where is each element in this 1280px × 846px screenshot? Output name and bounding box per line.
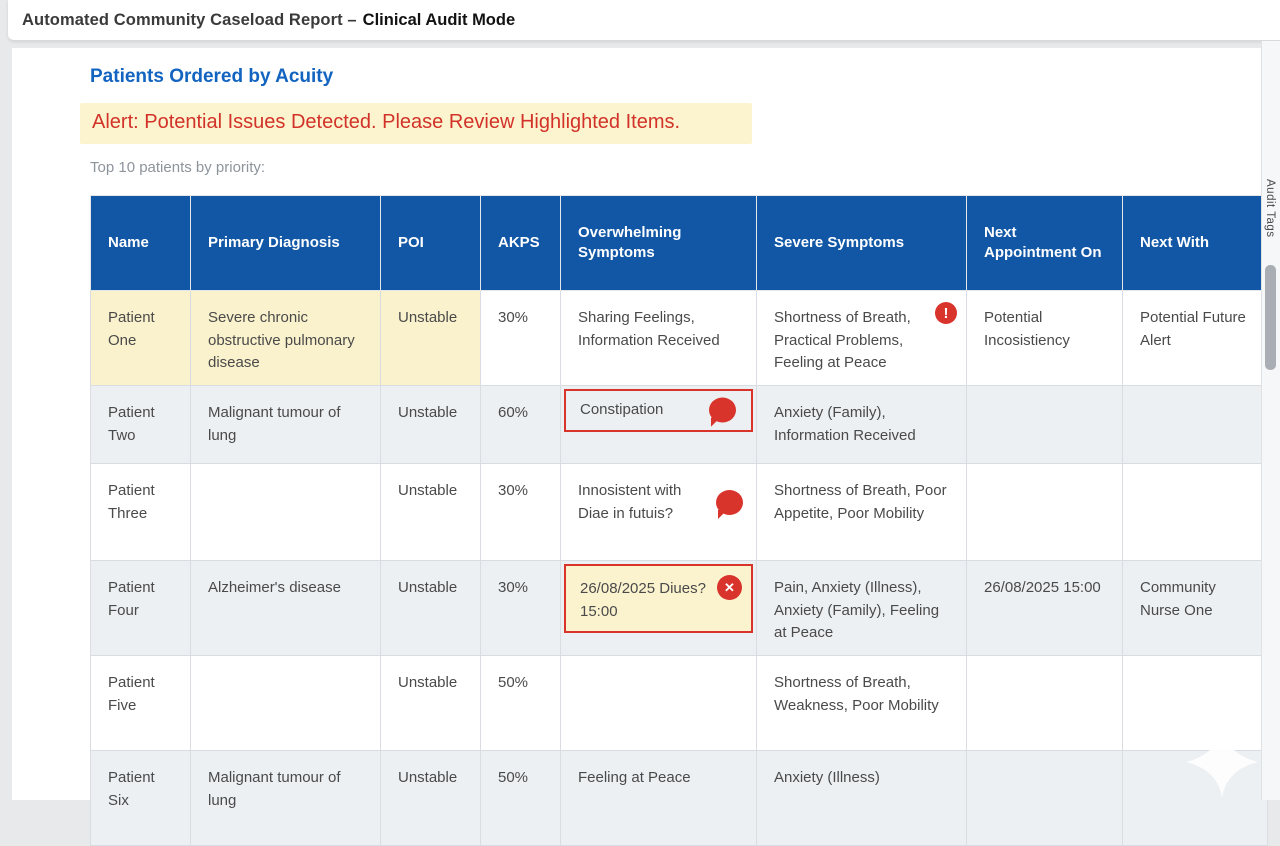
cell-next-appointment-on [967,386,1123,464]
right-rail [1261,41,1280,800]
cell-overwhelming-symptoms: Feeling at Peace [561,751,757,846]
column-header-akps: AKPS [481,196,561,291]
cell-overwhelming-symptoms [561,464,757,561]
cell-name: Patient Two [91,386,191,464]
audit-tags-tab[interactable]: Audit Tags [1264,179,1276,238]
cell-name: Patient Six [91,751,191,846]
alert-exclamation-icon[interactable]: ! [935,302,957,324]
table-header-row [91,196,1268,291]
cell-poi: Unstable [381,386,481,464]
cell-poi: Unstable [381,561,481,656]
cell-akps: 30% [481,291,561,386]
cell-primary-diagnosis: Malignant tumour of lung [191,751,381,846]
cell-name: Patient Five [91,656,191,751]
table-row [91,464,1268,561]
cell-poi: Unstable [381,656,481,751]
cell-overwhelming-symptoms: Sharing Feelings, Information Received [561,291,757,386]
alert-banner: Alert: Potential Issues Detected. Please Review Highlighted Items. [80,103,752,144]
cell-primary-diagnosis [191,464,381,561]
content-card [12,48,1262,809]
cell-severe-symptoms: Pain, Anxiety (Illness), Anxiety (Family), Feeling at Peace [757,561,967,656]
titlebar [8,0,1280,41]
flagged-cell-inline [578,480,744,525]
cell-severe-symptoms: Shortness of Breath, Poor Appetite, Poor Mobility [757,464,967,561]
cell-severe-symptoms: Anxiety (Family), Information Received [757,386,967,464]
cell-akps: 60% [481,386,561,464]
column-header-poi: POI [381,196,481,291]
cell-primary-diagnosis: Alzheimer's disease [191,561,381,656]
patients-table [90,195,1268,846]
cell-poi: Unstable [381,751,481,846]
flagged-cell-box [564,564,753,633]
cell-primary-diagnosis [191,656,381,751]
table-caption: Top 10 patients by priority: [90,159,266,176]
column-header-overwhelming-symptoms: Overwhelming Symptoms [561,196,757,291]
scrollbar-thumb[interactable] [1265,265,1276,370]
flagged-cell-text: Constipation [580,401,664,418]
page-title: Patients Ordered by Acuity [90,66,334,87]
column-header-name: Name [91,196,191,291]
cell-akps: 50% [481,656,561,751]
cell-next-with: Community Nurse One [1123,561,1268,656]
cell-akps: 30% [481,464,561,561]
cell-next-with [1123,656,1268,751]
comment-bubble-icon[interactable] [716,490,743,515]
column-header-next-appointment-on: Next Appointment On [967,196,1123,291]
column-header-severe-symptoms: Severe Symptoms [757,196,967,291]
cell-next-appointment-on [967,656,1123,751]
table-body [91,291,1268,846]
cell-next-with [1123,386,1268,464]
cell-severe-symptoms: Anxiety (Illness) [757,751,967,846]
flagged-cell-box [564,389,753,432]
column-header-primary-diagnosis: Primary Diagnosis [191,196,381,291]
error-cross-icon[interactable]: ✕ [717,575,742,600]
cell-akps: 30% [481,561,561,656]
cell-name: Patient Three [91,464,191,561]
table-row [91,751,1268,846]
cell-akps: 50% [481,751,561,846]
table-row [91,656,1268,751]
cell-overwhelming-symptoms [561,386,757,464]
cell-name: Patient Four [91,561,191,656]
cell-next-with: Potential Future Alert [1123,291,1268,386]
cell-poi: Unstable [381,464,481,561]
cell-severe-symptoms: Shortness of Breath, Weakness, Poor Mobility [757,656,967,751]
cell-poi: Unstable [381,291,481,386]
cell-next-appointment-on: Potential Incosistiency [967,291,1123,386]
comment-bubble-icon[interactable] [709,398,736,423]
cell-next-appointment-on [967,464,1123,561]
cell-overwhelming-symptoms [561,656,757,751]
table-row [91,386,1268,464]
column-header-next-with: Next With [1123,196,1268,291]
cell-primary-diagnosis: Severe chronic obstructive pulmonary disease [191,291,381,386]
cell-next-appointment-on: 26/08/2025 15:00 [967,561,1123,656]
report-mode-title: Clinical Audit Mode [362,10,516,29]
cell-next-with [1123,464,1268,561]
flagged-cell-text: Innosistent with Diae in futuis? [578,482,682,522]
flagged-cell-text: 26/08/2025 Diues? 15:00 [580,580,706,620]
cell-primary-diagnosis: Malignant tumour of lung [191,386,381,464]
table-row [91,291,1268,386]
table-row [91,561,1268,656]
report-title: Automated Community Caseload Report – [22,10,357,29]
cell-next-appointment-on [967,751,1123,846]
cell-overwhelming-symptoms [561,561,757,656]
cell-name: Patient One [91,291,191,386]
cell-next-with [1123,751,1268,846]
cell-severe-symptoms: Shortness of Breath, Practical Problems, Feeling at Peace ! [757,291,967,386]
